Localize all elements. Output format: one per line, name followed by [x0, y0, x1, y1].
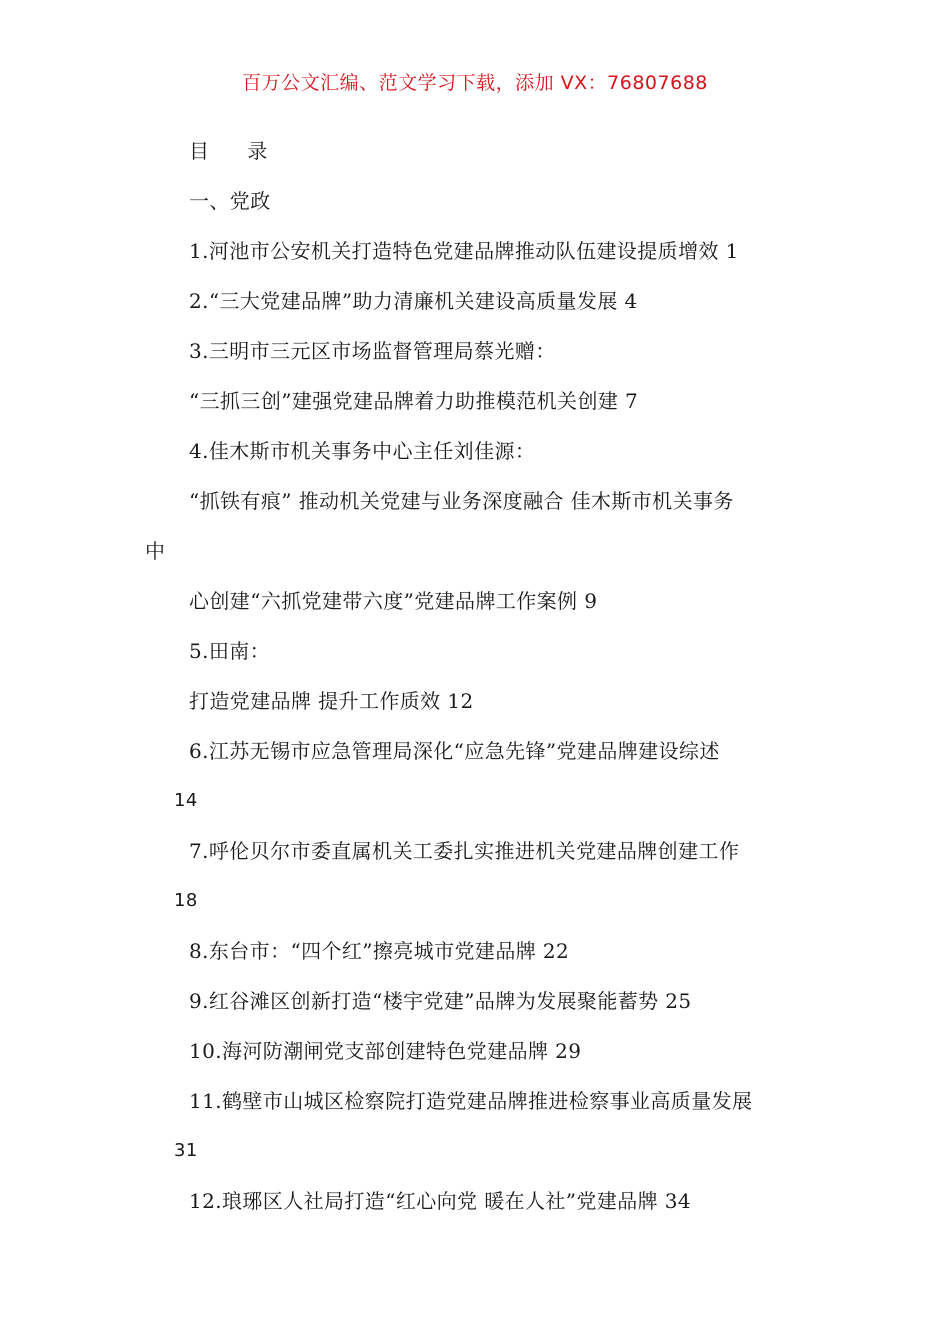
- toc-title-left: 目: [189, 139, 210, 163]
- toc-entry: 3.三明市三元区市场监督管理局蔡光赠：: [189, 339, 556, 363]
- toc-entry: 7.呼伦贝尔市委直属机关工委扎实推进机关党建品牌创建工作: [189, 839, 740, 863]
- toc-entry: 9.红谷滩区创新打造“楼宇党建”品牌为发展聚能蓄势 25: [189, 989, 692, 1013]
- toc-section-heading: 一、党政: [189, 189, 271, 213]
- toc-entry-wrap: 中: [145, 539, 166, 563]
- toc-entry: 12.琅琊区人社局打造“红心向党 暖在人社”党建品牌 34: [189, 1189, 692, 1213]
- toc-entry-subtitle: 打造党建品牌 提升工作质效 12: [189, 689, 474, 713]
- toc-entry: 8.东台市：“四个红”擦亮城市党建品牌 22: [189, 939, 570, 963]
- toc-page-number: 14: [174, 790, 198, 811]
- toc-entry: 4.佳木斯市机关事务中心主任刘佳源：: [189, 439, 536, 463]
- toc-entry: 10.海河防潮闸党支部创建特色党建品牌 29: [189, 1039, 582, 1063]
- toc-page-number: 31: [174, 1140, 198, 1161]
- toc-entry: 5.田南：: [189, 639, 271, 663]
- toc-entry: 6.江苏无锡市应急管理局深化“应急先锋”党建品牌建设综述: [189, 739, 720, 763]
- toc-page-number: 18: [174, 890, 198, 911]
- toc-entry-subtitle: “抓铁有痕” 推动机关党建与业务深度融合 佳木斯市机关事务: [189, 489, 734, 513]
- toc-entry: 1.河池市公安机关打造特色党建品牌推动队伍建设提质增效 1: [189, 239, 739, 263]
- watermark-header: 百万公文汇编、范文学习下载，添加 VX：76807688: [242, 72, 708, 94]
- toc-entry-subtitle: “三抓三创”建强党建品牌着力助推模范机关创建 7: [189, 389, 639, 413]
- toc-title-right: 录: [247, 139, 268, 163]
- table-of-contents: [145, 134, 817, 1234]
- toc-entry: 2.“三大党建品牌”助力清廉机关建设高质量发展 4: [189, 289, 638, 313]
- toc-title: [145, 134, 817, 184]
- toc-entry-subtitle: 心创建“六抓党建带六度”党建品牌工作案例 9: [189, 589, 598, 613]
- toc-entry: 11.鹤壁市山城区检察院打造党建品牌推进检察事业高质量发展: [189, 1089, 753, 1113]
